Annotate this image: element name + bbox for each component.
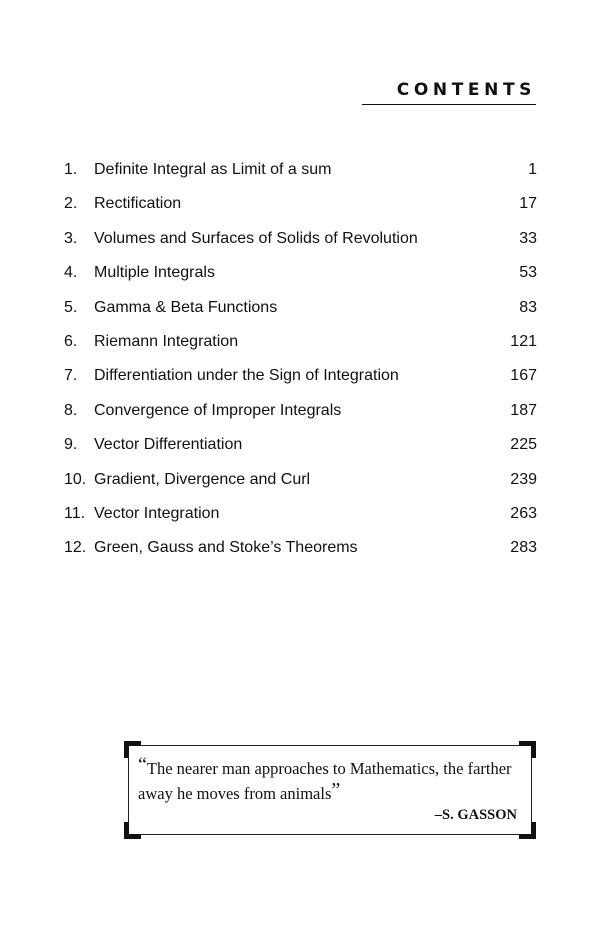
toc-entry-title: Volumes and Surfaces of Solids of Revolution bbox=[94, 229, 418, 247]
toc-entry-number: 9. bbox=[64, 436, 78, 454]
corner-bracket-top-right bbox=[519, 741, 536, 758]
toc-entry-title: Vector Integration bbox=[94, 504, 220, 522]
toc-entry-number: 6. bbox=[64, 332, 78, 350]
toc-entry bbox=[64, 159, 537, 193]
toc-entry-title: Rectification bbox=[94, 195, 182, 213]
toc-entry-page: 167 bbox=[510, 367, 537, 385]
toc-entry bbox=[64, 434, 537, 468]
corner-bracket-bottom-left bbox=[124, 822, 141, 839]
toc-entry-title: Differentiation under the Sign of Integration bbox=[94, 367, 399, 385]
toc-entry bbox=[64, 503, 537, 537]
corner-bracket-bottom-right bbox=[519, 822, 536, 839]
quote-author: –S. GASSON bbox=[434, 807, 517, 823]
toc-entry-title: Multiple Integrals bbox=[94, 264, 215, 282]
quote-box bbox=[128, 745, 532, 835]
toc-entry-number: 10. bbox=[64, 470, 87, 488]
toc-entry-number: 8. bbox=[64, 401, 78, 419]
toc-entry-title: Green, Gauss and Stoke’s Theorems bbox=[94, 539, 358, 557]
toc-entry-page: 225 bbox=[510, 436, 537, 454]
toc-entry-number: 1. bbox=[64, 161, 78, 178]
title-underline bbox=[362, 104, 536, 105]
toc-entry-page: 1 bbox=[528, 161, 537, 178]
toc-entry-page: 33 bbox=[519, 229, 537, 247]
toc-entry-page: 83 bbox=[519, 298, 537, 316]
toc-entry-page: 121 bbox=[510, 332, 537, 350]
toc-entry-title: Riemann Integration bbox=[94, 332, 239, 350]
quote-body: The nearer man approaches to Mathematics, the farther away he moves from animals bbox=[138, 759, 512, 803]
toc-entry-title: Gamma & Beta Functions bbox=[94, 298, 278, 316]
toc-entry-title: Definite Integral as Limit of a sum bbox=[94, 161, 332, 178]
toc-entry-number: 4. bbox=[64, 264, 78, 282]
toc-entry-number: 3. bbox=[64, 229, 78, 247]
toc-entry-page: 53 bbox=[519, 264, 537, 282]
toc-entry bbox=[64, 365, 537, 399]
quote-open-mark: “ bbox=[138, 754, 147, 776]
toc-entry-page: 283 bbox=[510, 539, 537, 557]
toc-entry-title: Gradient, Divergence and Curl bbox=[94, 470, 311, 488]
toc-entry-number: 7. bbox=[64, 367, 78, 385]
toc-entry bbox=[64, 537, 537, 571]
toc-entry-page: 263 bbox=[510, 504, 537, 522]
toc-entry bbox=[64, 228, 537, 262]
page-title: CONTENTS bbox=[396, 80, 536, 100]
toc-entry bbox=[64, 400, 537, 434]
table-of-contents bbox=[64, 159, 537, 572]
toc-entry-page: 239 bbox=[510, 470, 537, 488]
toc-entry-page: 187 bbox=[510, 401, 537, 419]
quote-close-mark: ” bbox=[331, 779, 341, 801]
toc-entry-number: 2. bbox=[64, 195, 78, 213]
toc-entry bbox=[64, 469, 537, 503]
toc-entry bbox=[64, 297, 537, 331]
toc-entry-title: Vector Differentiation bbox=[94, 436, 243, 454]
toc-entry-number: 5. bbox=[64, 298, 78, 316]
toc-entry bbox=[64, 262, 537, 296]
toc-entry-title: Convergence of Improper Integrals bbox=[94, 401, 342, 419]
quote-text bbox=[138, 756, 521, 806]
toc-entry bbox=[64, 193, 537, 227]
toc-entry-page: 17 bbox=[519, 195, 537, 213]
toc-entry-number: 12. bbox=[64, 539, 87, 557]
toc-entry-number: 11. bbox=[64, 504, 86, 522]
toc-entry bbox=[64, 331, 537, 365]
